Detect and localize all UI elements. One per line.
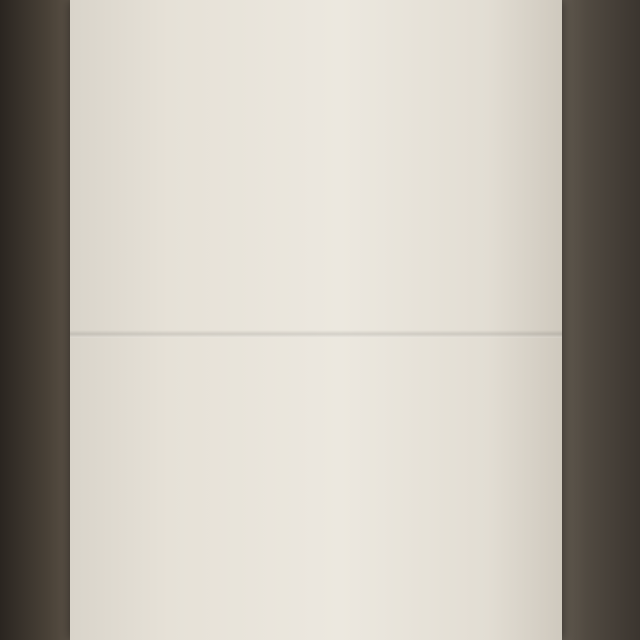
worksheet-content (84, 0, 554, 98)
paper-fold (70, 330, 562, 338)
section-7-title-cont (84, 66, 554, 82)
desk-left (0, 0, 70, 640)
desk-right (550, 0, 640, 640)
worksheet-page (70, 0, 562, 640)
section-6-title (84, 12, 554, 28)
section-8-title (84, 82, 554, 98)
section-6-title-cont (84, 27, 554, 43)
section-5-title (84, 0, 554, 12)
section-7-title (84, 51, 554, 67)
